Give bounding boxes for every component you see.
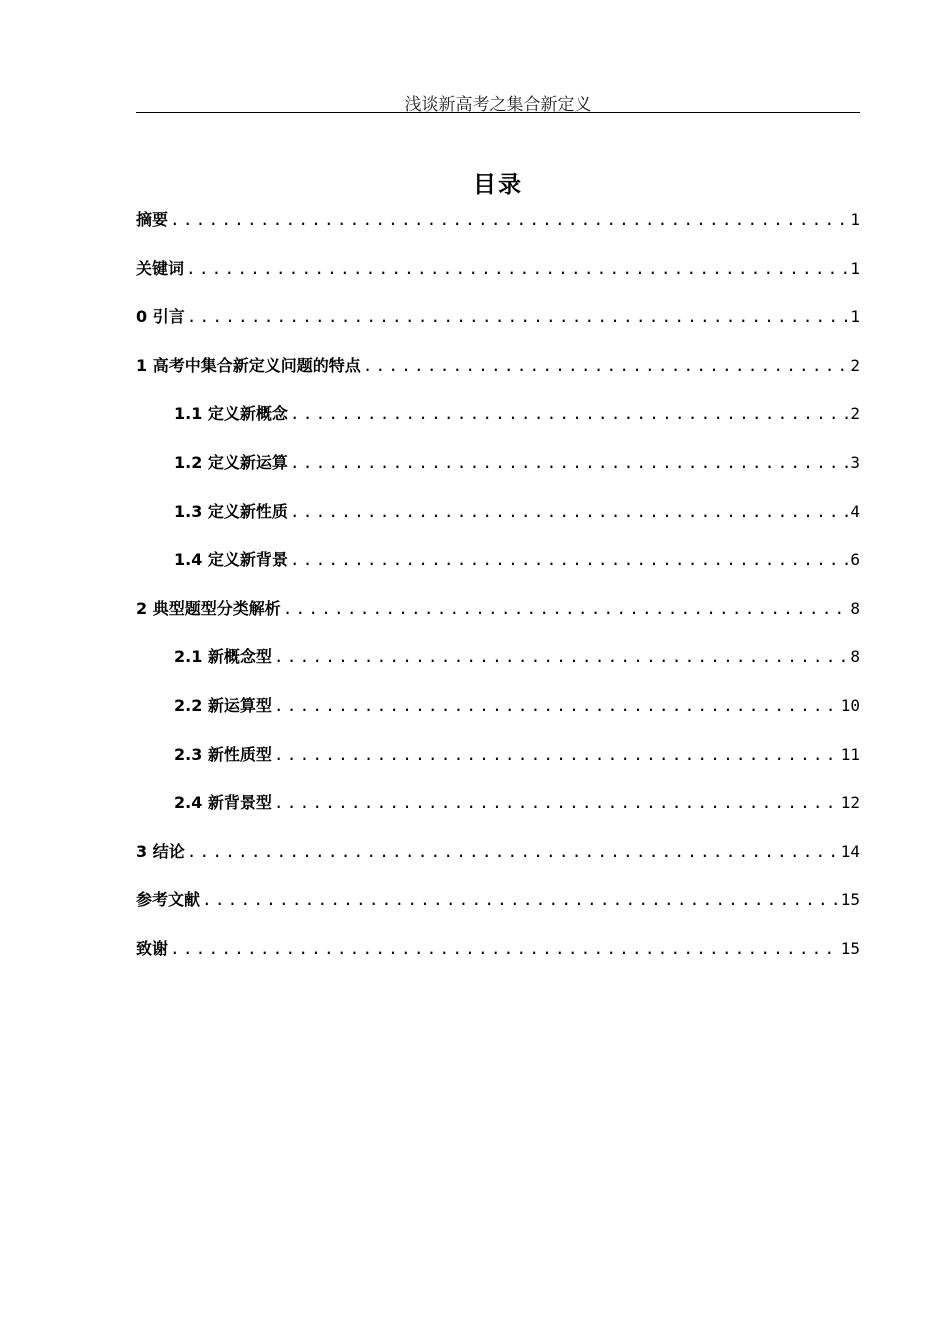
dot-leader (186, 259, 848, 278)
header-rule (136, 112, 860, 113)
running-header: 浅谈新高考之集合新定义 (404, 95, 592, 115)
toc-entry-label: 2.1 新概念型 (174, 647, 272, 667)
toc-entry-label: 2 典型题型分类解析 (136, 598, 281, 618)
toc-entry-section-1-1[interactable] (136, 401, 860, 450)
toc-entry-label: 1.1 定义新概念 (174, 404, 288, 424)
dot-leader (363, 356, 849, 375)
table-of-contents (136, 207, 860, 985)
toc-entry-section-2-1[interactable] (136, 644, 860, 693)
toc-page-number: 6 (850, 550, 860, 570)
dot-leader (290, 502, 848, 521)
dot-leader (274, 745, 839, 764)
dot-leader (290, 453, 848, 472)
toc-entry-label: 1.2 定义新运算 (174, 452, 288, 472)
toc-entry-section-2-3[interactable] (136, 742, 860, 791)
toc-entry-label: 参考文献 (136, 890, 201, 910)
toc-entry-label: 3 结论 (136, 841, 185, 861)
toc-title: 目录 (473, 172, 523, 198)
toc-entry-section-2[interactable] (136, 596, 860, 645)
toc-page-number: 10 (840, 695, 860, 715)
dot-leader (202, 890, 839, 909)
toc-entry-abstract[interactable] (136, 207, 860, 256)
toc-page-number: 12 (840, 793, 860, 813)
toc-entry-label: 1.3 定义新性质 (174, 501, 288, 521)
toc-page-number: 2 (850, 404, 860, 424)
toc-entry-introduction[interactable] (136, 304, 860, 353)
dot-leader (187, 307, 849, 326)
toc-entry-label: 2.4 新背景型 (174, 793, 272, 813)
toc-page-number: 8 (850, 598, 860, 618)
toc-entry-section-2-2[interactable] (136, 693, 860, 742)
toc-entry-section-1-4[interactable] (136, 547, 860, 596)
toc-entry-label: 摘要 (136, 210, 169, 229)
toc-page-number: 2 (850, 355, 860, 375)
toc-entry-label: 1.4 定义新背景 (174, 550, 288, 570)
toc-entry-label: 致谢 (136, 938, 169, 958)
toc-page-number: 1 (850, 258, 860, 278)
toc-page-number: 4 (850, 501, 860, 521)
toc-entry-section-1-3[interactable] (136, 499, 860, 548)
toc-page-number: 11 (840, 744, 860, 764)
toc-entry-section-1-2[interactable] (136, 450, 860, 499)
toc-entry-acknowledgements[interactable] (136, 936, 860, 985)
toc-page-number: 14 (840, 841, 860, 861)
dot-leader (290, 404, 848, 423)
toc-entry-section-1[interactable] (136, 353, 860, 402)
dot-leader (274, 793, 839, 812)
toc-page-number: 3 (850, 452, 860, 472)
dot-leader (170, 210, 848, 229)
dot-leader (170, 939, 839, 958)
toc-entry-label: 0 引言 (136, 307, 185, 327)
dot-leader (290, 550, 848, 569)
toc-page-number: 15 (840, 890, 860, 910)
toc-page-number: 8 (850, 647, 860, 667)
toc-page-number: 1 (850, 307, 860, 327)
toc-entry-section-2-4[interactable] (136, 790, 860, 839)
dot-leader (274, 647, 848, 666)
dot-leader (274, 696, 839, 715)
dot-leader (187, 842, 839, 861)
toc-entry-keywords[interactable] (136, 256, 860, 305)
toc-entry-label: 2.3 新性质型 (174, 744, 272, 764)
toc-entry-conclusion[interactable] (136, 839, 860, 888)
toc-entry-label: 关键词 (136, 258, 185, 278)
toc-entry-label: 2.2 新运算型 (174, 695, 272, 715)
dot-leader (283, 599, 849, 618)
toc-entry-references[interactable] (136, 887, 860, 936)
toc-entry-label: 1 高考中集合新定义问题的特点 (136, 355, 361, 375)
toc-page-number: 1 (850, 210, 860, 229)
toc-page-number: 15 (840, 938, 860, 958)
